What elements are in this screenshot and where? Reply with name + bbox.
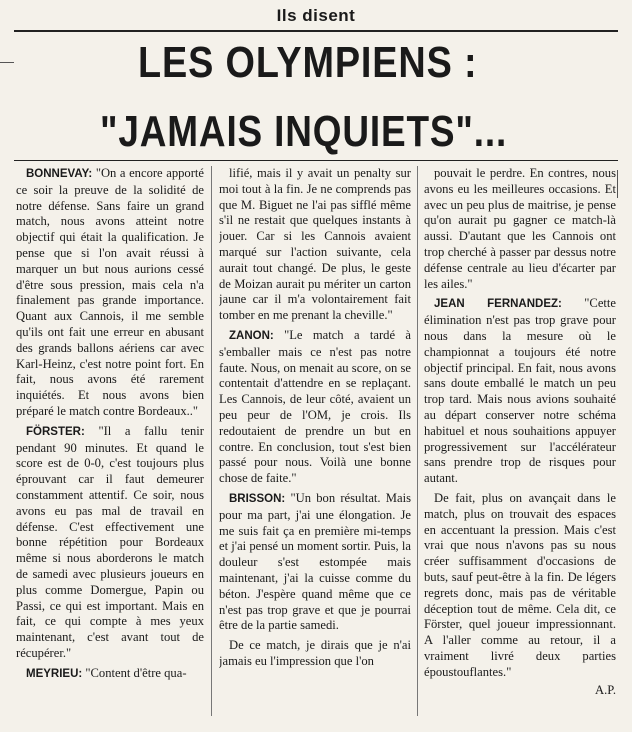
column-divider-2 — [417, 166, 418, 716]
article-paragraph — [219, 166, 411, 324]
article-paragraph — [424, 296, 616, 487]
quote-text: "Cette élimination n'est pas trop grave pour nous dans la mesure où le championnat a toujours été notre objectif principal. En fait, nous avons sans doute emballé le match un peu trop tard. Mais nous avions souhaité au départ conserver notre schéma habituel et nous souhaitions appuyer progressivement sur l'accélérateur sans prendre trop de risques pour autant. — [424, 296, 616, 486]
quote-text: "Content d'être qua- — [82, 665, 187, 680]
article-paragraph — [424, 166, 616, 292]
article-paragraph — [424, 491, 616, 681]
quote-text: De ce match, je dirais que je n'ai jamais eu l'impression que l'on — [219, 638, 411, 668]
quote-text: "Il a fallu tenir pendant 90 minutes. Et quand le score est de 0-0, c'est toujours plus éprouvant car il faut demeurer constamment attentif. Ce soir, nous avons eu pas mal de travail en défense. C'est effectivement une bonne répétition pour Bordeaux même si nous aborderons le match de samedi avec plusieurs joueurs en plus comme Domergue, Papin ou Passi, ce qui est important. Mais en fait, ce qui compte à mes yeux maintenant, c'est avant tout de récupérer." — [16, 423, 204, 660]
article-paragraph — [16, 666, 204, 683]
article-column-1 — [16, 166, 204, 716]
quote-text: "Le match a tardé à s'emballer mais ce n'est pas notre faute. Nous, on menait au score, on se contentait d'attendre en se replaçant. Les Cannois, de leur côté, avaient un peu peur de l'OM, je crois. Ils redoutaient de prendre un but en contre. En conclusion, tout s'est bien passé pour nous. Voilà une bonne chose de faite." — [219, 327, 411, 486]
crop-mark-left — [0, 62, 14, 63]
quote-text: "Un bon résultat. Mais pour ma part, j'ai une élongation. Je me suis fait ça en première mi-temps et j'ai pensé un moment sortir. Puis, la douleur s'est estompée mais maintenant, j'ai la cuisse comme du béton. J'espère quand même que ce n'est pas trop grave et que je pourrai être de la partie samedi. — [219, 490, 411, 633]
speaker-name: FÖRSTER: — [26, 425, 85, 438]
top-rule — [14, 30, 618, 32]
quote-text: lifié, mais il y avait un penalty sur moi tout à la fin. Je ne comprends pas que M. Biguet ne l'ai pas sifflé même s'il ne restait que quelques instants à jouer. Car si les Cannois avaient marqué sur l'action suivante, cela aurait tout changé. De plus, le geste de Moizan aurait pu mériter un carton jaune car il m'a volontairement fait tomber en me prenant la cheville." — [219, 166, 411, 323]
author-signature: A.P. — [595, 682, 616, 697]
speaker-name: BONNEVAY: — [26, 168, 93, 180]
column-divider-1 — [211, 166, 212, 716]
article-column-3 — [424, 166, 616, 716]
quote-text: pouvait le perdre. En contres, nous avons eu les meilleures occasions. Et avec un peu plus de maitrise, je pense qu'on aurait pu gagner ce match-là aussi. D'autant que les Cannois ont trop cherché à passer par dessus notre défense centrale au lieu d'écarter par les ailes." — [424, 166, 616, 291]
crop-mark-right — [617, 170, 618, 198]
article-paragraph — [219, 638, 411, 670]
speaker-name: ZANON: — [229, 329, 274, 342]
article-paragraph — [219, 328, 411, 487]
headline-line-2: "JAMAIS INQUIETS"... — [100, 107, 508, 156]
quote-text: De fait, plus on avançait dans le match, plus on trouvait des espaces en accentuant la pression. Mais c'est vrai que nous n'avons pas su nous créer suffisamment d'occasions de buts, sauf peut-être à la fin. De légers regrets donc, mais pas de véritable déception tout de même. Cela dit, ce Förster, quel joueur impressionnant. A l'aller comme au retour, il a vraiment livré deux parties époustouflantes." — [424, 490, 616, 679]
speaker-name: JEAN FERNANDEZ: — [434, 298, 562, 311]
article-paragraph — [16, 166, 204, 420]
article-paragraph — [16, 424, 204, 662]
speaker-name: BRISSON: — [229, 492, 286, 505]
headline-line-1: LES OLYMPIENS : — [138, 38, 478, 87]
quote-text: "On a encore apporté ce soir la preuve de la solidité de notre défense. Sans faire un grand match, nous avons atteint notre objectif qui était la qualification. Je pense que si l'on avait réussi à marquer un but nous aurions cessé d'être sous pression, mais cela n'a finalement pas grande importance. Quant aux Cannois, il me semble qu'ils ont fait une erreur en abusant des grands ballons aériens car avec Karl-Heinz, c'est notre point fort. En fait, nous avons été rarement inquiétés. Et nous avons bien préparé le match contre Bordeaux.." — [16, 166, 204, 418]
article-column-2 — [219, 166, 411, 716]
headline-rule — [14, 160, 618, 161]
article-paragraph — [219, 491, 411, 634]
kicker: Ils disent — [276, 6, 356, 25]
speaker-name: MEYRIEU: — [26, 667, 83, 680]
